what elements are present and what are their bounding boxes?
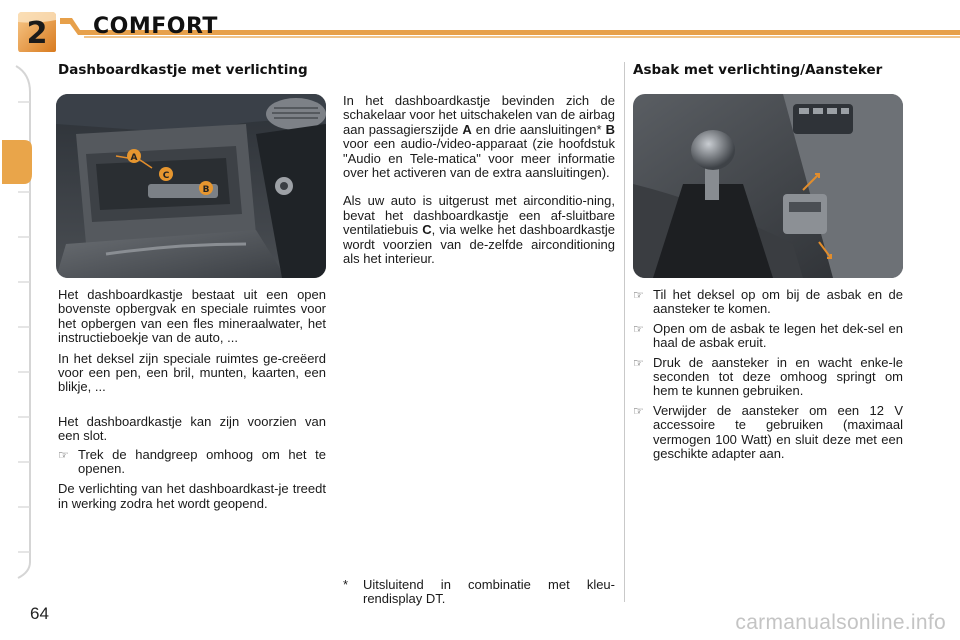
ashtray-photo [633, 94, 903, 278]
right-bullet-3-text: Druk de aansteker in en wacht enke-le seconden tot deze omhoog springt om hem te kunnen gebruiken. [653, 354, 903, 399]
right-bullet-1-text: Til het deksel op om bij de asbak en de aansteker te komen. [653, 287, 903, 317]
chapter-badge [16, 10, 58, 54]
right-text [633, 288, 903, 461]
footnote-mark: * [343, 577, 349, 592]
middle-p1-part3: voor een audio-/video-apparaat (zie hoofdstuk "Audio en Tele-matica" voor meer informatie over het activeren van de extra aansluitingen). [343, 136, 615, 181]
side-tabs [0, 62, 36, 582]
right-bullet-1 [633, 288, 903, 317]
hand-pointer-icon: ☞ [633, 288, 644, 302]
left-paragraph-2: In het deksel zijn speciale ruimtes ge-creëerd voor een pen, een bril, munten, kaarten, een blikje, ... [58, 350, 326, 395]
footnote [343, 578, 615, 607]
footnote-text: Uitsluitend in combinatie met kleu-rendisplay DT. [363, 577, 615, 607]
hand-pointer-icon: ☞ [58, 447, 69, 462]
left-bullet-1 [58, 448, 326, 477]
label-c: C [162, 171, 170, 181]
right-bullet-4-text: Verwijder de aansteker om een 12 V accessoire te gebruiken (maximaal vermogen 100 Watt) en sluit deze met een geschikte adapter aan. [653, 402, 903, 462]
left-paragraph-3: Het dashboardkastje kan zijn voorzien van een slot. [58, 413, 326, 444]
section-title-glovebox: Dashboardkastje met verlichting [58, 62, 308, 78]
hand-pointer-icon: ☞ [633, 355, 644, 370]
left-paragraph-4: De verlichting van het dashboardkast-je treedt in werking zodra het wordt geopend. [58, 481, 326, 511]
right-bullet-4 [633, 404, 903, 462]
middle-p1-bold-a: A [462, 121, 472, 137]
page-number: 64 [30, 604, 49, 623]
left-paragraph-1: Het dashboardkastje bestaat uit een open bovenste opbergvak en speciale ruimtes voor het opbergen van een fles mineraalwater, het instructieboekje van de auto, ... [58, 287, 326, 346]
active-chapter-tab [2, 140, 32, 184]
middle-p1-part1: In het dashboardkastje bevinden zich de schakelaar voor het uitschakelen van de airbag aan passagierszijde [343, 93, 615, 137]
right-bullet-2 [633, 322, 903, 351]
middle-paragraph-2 [343, 194, 615, 266]
left-text [58, 288, 326, 511]
middle-p2-part1: Als uw auto is uitgerust met airconditio-ning, bevat het dashboardkastje een af-sluitbare ventilatiebuis [343, 193, 615, 238]
left-bullet-1-text: Trek de handgreep omhoog om het te openen. [78, 446, 326, 477]
middle-paragraph-1 [343, 94, 615, 180]
right-bullet-3 [633, 356, 903, 399]
section-title-ashtray: Asbak met verlichting/Aansteker [633, 62, 883, 78]
label-a: A [130, 153, 138, 163]
middle-p2-bold-c: C [422, 222, 432, 238]
column-divider [624, 62, 625, 602]
middle-p2-part2: , via welke het dashboardkastje wordt voorzien van de-zelfde airconditioning als het interieur. [343, 222, 615, 267]
watermark: carmanualsonline.info [735, 611, 946, 634]
glovebox-photo [56, 94, 326, 278]
label-b: B [202, 185, 210, 195]
hand-pointer-icon: ☞ [633, 321, 644, 336]
chapter-number: 2 [26, 16, 48, 51]
right-bullet-2-text: Open om de asbak te legen het dek-sel en haal de asbak eruit. [653, 320, 903, 351]
chapter-title: COMFORT [93, 14, 218, 39]
middle-p1-bold-b: B [605, 121, 615, 137]
middle-text [343, 94, 615, 266]
middle-p1-part2: en drie aansluitingen* [471, 121, 606, 137]
hand-pointer-icon: ☞ [633, 403, 644, 418]
